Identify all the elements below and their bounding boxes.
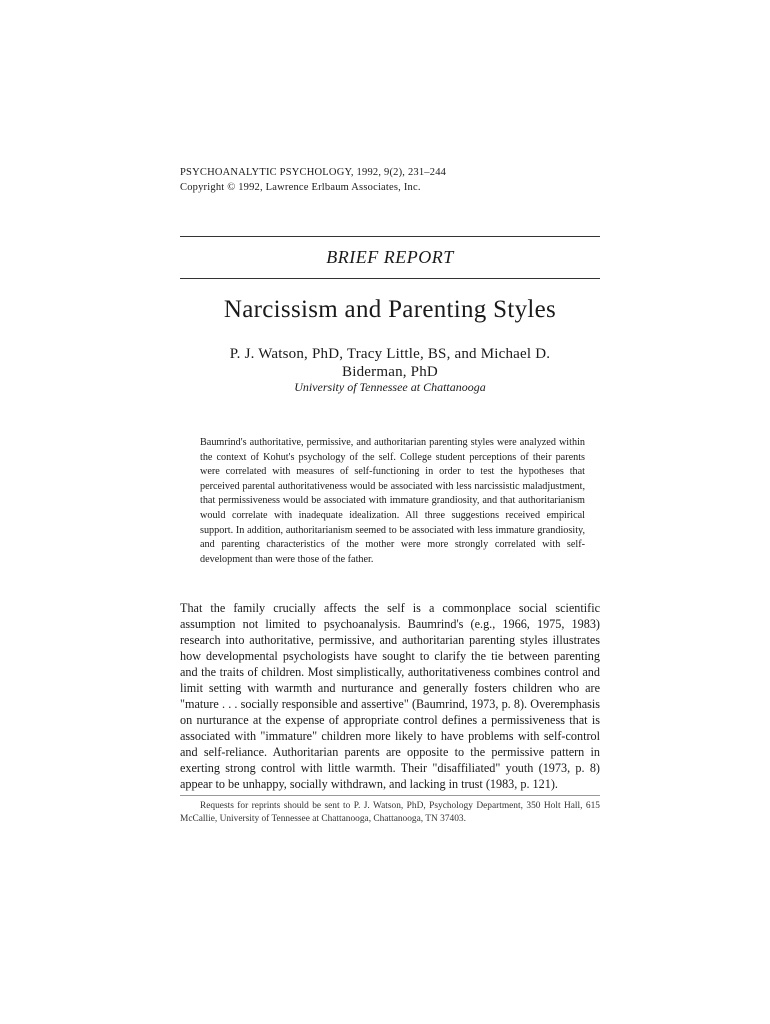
body-paragraph: That the family crucially affects the self is a commonplace social scientific assumption not limited to psychoanalysis. Baumrind's (e.g., 1966, 1975, 1983) research into authoritative, permissive, and authoritarian parenting styles illustrates how developmental psychologists have sought to clarify the tie between parenting and the traits of children. Most simplistically, authoritativeness combines control and limit setting with warmth and nurturance and generally fosters children who are "mature . . . socially responsible and assertive" (Baumrind, 1973, p. 8). Overemphasis on nurturance at the expense of appropriate control defines a permissiveness that is associated with "immature" children more likely to have problems with self-control and self-reliance. Authoritarian parents are opposite to the permissive pattern in exerting strong control with little warmth. Their "disaffiliated" youth (1973, p. 8) appear to be unhappy, socially withdrawn, and lacking in trust (1983, p. 121). xyxy=(180,601,600,791)
footnote-rule xyxy=(180,795,600,796)
author-line-2: Biderman, PhD xyxy=(342,364,438,380)
author-affiliation: University of Tennessee at Chattanooga xyxy=(294,380,486,394)
author-line-1: P. J. Watson, PhD, Tracy Little, BS, and Michael D. xyxy=(229,346,551,362)
footnote xyxy=(180,800,600,825)
section-rule-bottom xyxy=(180,278,600,279)
copyright-notice: Copyright © 1992, Lawrence Erlbaum Associates, Inc. xyxy=(180,182,421,193)
journal-header xyxy=(180,165,600,195)
journal-citation: PSYCHOANALYTIC PSYCHOLOGY, 1992, 9(2), 231–244 xyxy=(180,167,447,178)
section-label: BRIEF REPORT xyxy=(326,247,454,267)
paper-title: Narcissism and Parenting Styles xyxy=(223,296,557,323)
footnote-text: Requests for reprints should be sent to P. J. Watson, PhD, Psychology Department, 350 Holt Hall, 615 McCallie, University of Tennessee at Chattanooga, Chattanooga, TN 37403. xyxy=(180,801,600,824)
abstract xyxy=(200,436,585,567)
abstract-text: Baumrind's authoritative, permissive, and authoritarian parenting styles were analyzed within the context of Kohut's psychology of the self. College student perceptions of their parents were correlated with measures of self-functioning in order to test the hypotheses that perceived parental authoritativeness would be associated with less narcissistic maladjustment, that permissiveness would be associated with immature grandiosity, and that authoritarianism would correlate with inadequate idealization. All three suggestions received empirical support. In addition, authoritarianism seemed to be associated with less immature grandiosity, and parenting characteristics of the mother were more strongly correlated with self-development than were those of the father. xyxy=(200,437,585,565)
section-rule-top xyxy=(180,236,600,237)
body-text xyxy=(180,600,600,792)
author-list xyxy=(180,345,600,381)
